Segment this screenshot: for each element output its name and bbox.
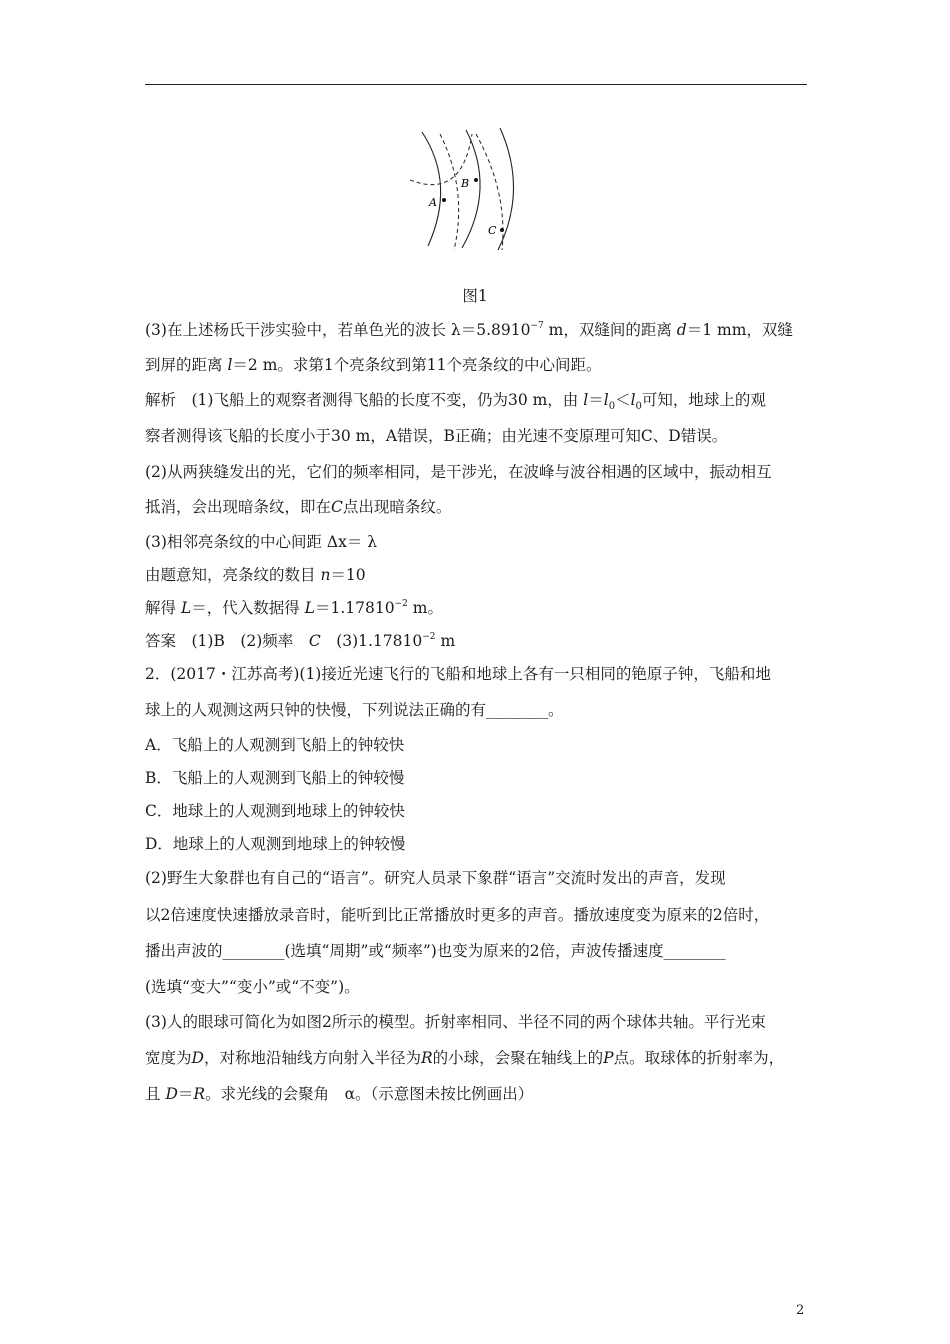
point-c	[500, 228, 504, 232]
point-a	[442, 198, 446, 202]
header-rule	[145, 84, 807, 85]
analysis-line-4: 抵消，会出现暗条纹，即在C点出现暗条纹。	[145, 498, 452, 516]
answer-line: 答案 (1)B (2)频率 C $(3)1.17810^{-2}$ m	[145, 631, 456, 650]
q2-option-d: D．地球上的人观测到地球上的钟较慢	[145, 835, 406, 853]
figure-caption: 图1	[462, 287, 488, 305]
q2-part3-line-1: (3)人的眼球可简化为如图2所示的模型。折射率相同、半径不同的两个球体共轴。平行光束	[145, 1013, 766, 1031]
analysis-line-1: 解析 (1)飞船上的观察者测得飞船的长度不变，仍为30 m，由 $l=l_0<l_0$可知，地球上的观	[145, 391, 766, 413]
analysis-line-2: 察者测得该飞船的长度小于30 m，A错误，B正确；由光速不变原理可知C、D错误。	[145, 427, 728, 445]
q2-part3-line-2: 宽度为D，对称地沿轴线方向射入半径为R的小球，会聚在轴线上的P点。取球体的折射率为，	[145, 1049, 785, 1067]
solid-arc-1	[422, 132, 441, 246]
analysis-line-3: (2)从两狭缝发出的光，它们的频率相同，是干涉光，在波峰与波谷相遇的区域中，振动相互	[145, 463, 772, 481]
q2-option-a: A．飞船上的人观测到飞船上的钟较快	[145, 736, 405, 754]
solid-arc-3	[498, 128, 514, 250]
analysis-line-7: 解得 L＝，代入数据得 $L=1.17810^{-2}$ m。	[145, 598, 443, 617]
label-c: C	[488, 224, 497, 237]
q2-part2-line-1: (2)野生大象群也有自己的“语言”。研究人员录下象群“语言”交流时发出的声音，发现	[145, 869, 726, 887]
label-a: A	[429, 196, 437, 209]
q2-option-b: B．飞船上的人观测到飞船上的钟较慢	[145, 769, 405, 787]
label-b: B	[461, 177, 470, 190]
q2-part2-line-4: (选填“变大”“变小”或“不变”)。	[145, 978, 360, 996]
analysis-line-6: 由题意知，亮条纹的数目 n＝10	[145, 566, 366, 584]
q2-part3-line-3: 且 D＝R。求光线的会聚角 α。（示意图未按比例画出）	[145, 1085, 534, 1103]
page-number: 2	[796, 1303, 805, 1318]
dashed-arc-2	[440, 134, 459, 250]
q3-line-1: (3)在上述杨氏干涉实验中，若单色光的波长 $\lambda=5.8910^{-7}$ m，双缝间的距离 d＝1 mm，双缝	[145, 320, 793, 339]
q2-part2-line-3: 播出声波的________(选填“周期”或“频率”)也变为原来的2倍，声波传播速度________	[145, 942, 726, 960]
analysis-line-5: (3)相邻亮条纹的中心间距 Δx＝ λ	[145, 533, 378, 551]
q2-part2-line-2: 以2倍速度快速播放录音时，能听到比正常播放时更多的声音。播放速度变为原来的2倍时，	[145, 906, 770, 924]
figure-1-diagram	[410, 124, 530, 256]
q2-line-2: 球上的人观测这两只钟的快慢，下列说法正确的有________。	[145, 701, 564, 719]
q3-line-2: 到屏的距离 l＝2 m。求第1个亮条纹到第11个亮条纹的中心间距。	[145, 356, 602, 374]
q2-option-c: C．地球上的人观测到地球上的钟较快	[145, 802, 405, 820]
q2-line-1: 2．(2017・江苏高考)(1)接近光速飞行的飞船和地球上各有一只相同的铯原子钟，飞船和地	[145, 665, 771, 683]
point-b	[474, 178, 478, 182]
